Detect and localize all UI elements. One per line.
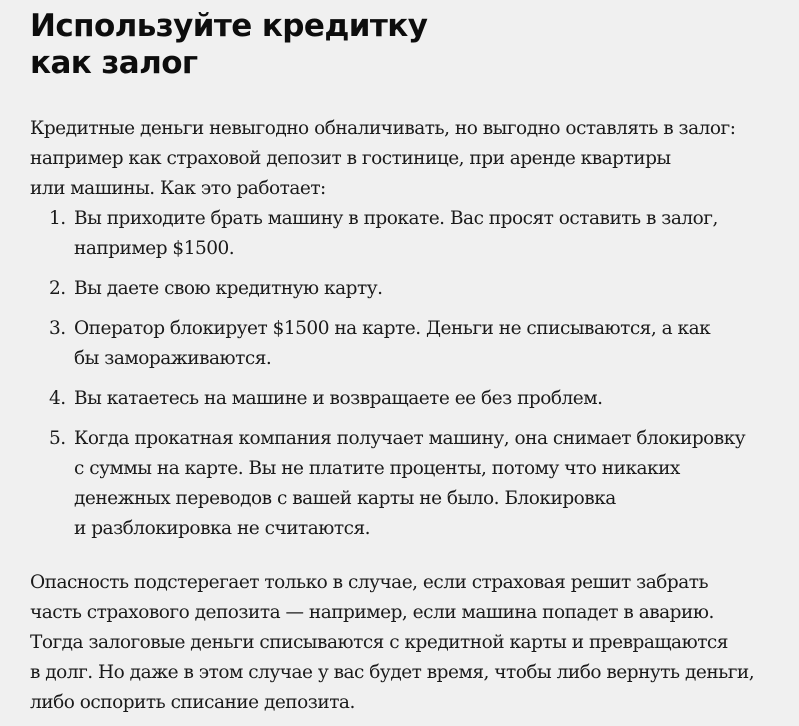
intro-line: например как страховой депозит в гостинице, при аренде квартиры: [30, 148, 671, 169]
list-item-line: Вы катаетесь на машине и возвращаете ее без проблем.: [74, 388, 603, 409]
list-item-number: 1.: [49, 208, 66, 229]
list-item-number: 3.: [49, 318, 66, 339]
section-heading: [30, 8, 769, 82]
intro-line: или машины. Как это работает:: [30, 178, 326, 199]
list-item-line: Когда прокатная компания получает машину, она снимает блокировку: [74, 428, 746, 449]
list-item-line: Вы приходите брать машину в прокате. Вас просят оставить в залог,: [74, 208, 718, 229]
list-item-line: бы замораживаются.: [74, 348, 272, 369]
outro-line: часть страхового депозита — например, если машина попадет в аварию.: [30, 602, 714, 623]
list-item-line: с суммы на карте. Вы не платите проценты, потому что никаких: [74, 458, 680, 479]
list-item: [30, 204, 769, 264]
outro-line: Опасность подстерегает только в случае, если страховая решит забрать: [30, 572, 709, 593]
list-item-line: Вы даете свою кредитную карту.: [74, 278, 383, 299]
list-item-line: денежных переводов с вашей карты не было. Блокировка: [74, 488, 616, 509]
heading-line-2: как залог: [30, 45, 198, 81]
outro-line: либо оспорить списание депозита.: [30, 692, 355, 713]
list-item: [30, 424, 769, 544]
heading-line-1: Используйте кредитку: [30, 8, 428, 44]
list-item: [30, 314, 769, 374]
list-item: [30, 384, 769, 414]
outro-line: Тогда залоговые деньги списываются с кредитной карты и превращаются: [30, 632, 728, 653]
list-item-line: и разблокировка не считаются.: [74, 518, 371, 539]
intro-line: Кредитные деньги невыгодно обналичивать, но выгодно оставлять в залог:: [30, 118, 736, 139]
list-item: [30, 274, 769, 304]
steps-list: [30, 204, 769, 544]
intro-paragraph: [30, 114, 769, 204]
outro-line: в долг. Но даже в этом случае у вас будет время, чтобы либо вернуть деньги,: [30, 662, 755, 683]
list-item-line: Оператор блокирует $1500 на карте. Деньги не списываются, а как: [74, 318, 711, 339]
list-item-number: 4.: [49, 388, 66, 409]
list-item-number: 5.: [49, 428, 66, 449]
outro-paragraph: [30, 568, 769, 718]
list-item-number: 2.: [49, 278, 66, 299]
list-item-line: например $1500.: [74, 238, 235, 259]
